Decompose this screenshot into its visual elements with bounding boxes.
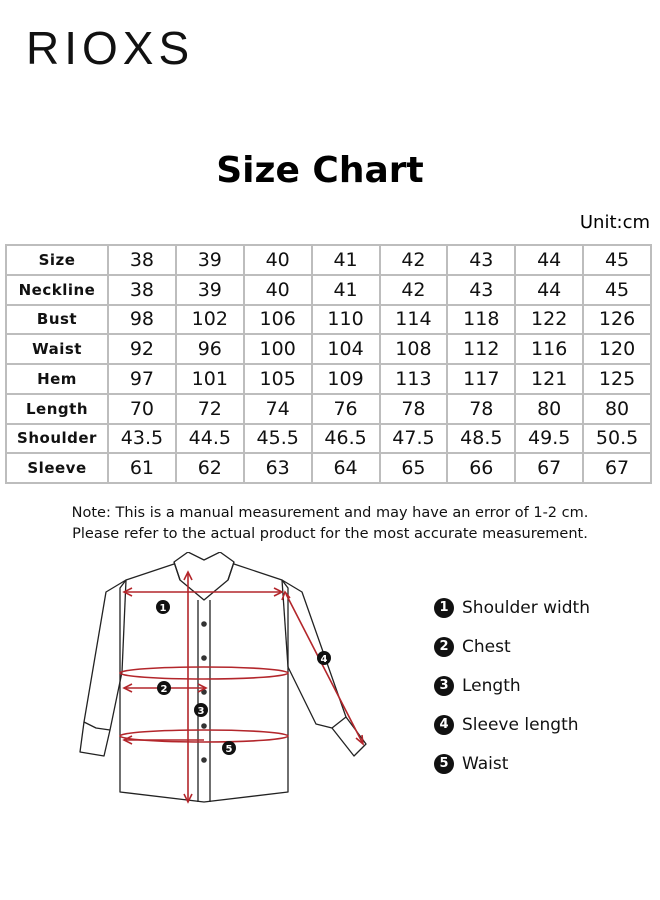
table-cell: 104	[312, 334, 380, 364]
chest-line	[120, 667, 288, 679]
table-cell: 78	[380, 394, 448, 424]
table-cell: 39	[176, 275, 244, 305]
table-cell: 96	[176, 334, 244, 364]
legend-item-length	[434, 666, 590, 705]
row-header: Bust	[6, 305, 108, 335]
legend-item-waist	[434, 744, 590, 783]
shirt-outline	[80, 552, 366, 802]
table-cell: 47.5	[380, 424, 448, 454]
table-cell: 102	[176, 305, 244, 335]
table-cell: 49.5	[515, 424, 583, 454]
table-cell: 61	[108, 453, 176, 483]
table-cell: 40	[244, 245, 312, 275]
svg-text:2: 2	[160, 684, 168, 695]
table-cell: 76	[312, 394, 380, 424]
marker-1	[156, 600, 170, 614]
table-cell: 44.5	[176, 424, 244, 454]
shirt-diagram	[76, 552, 376, 812]
marker-2	[157, 681, 171, 695]
table-cell: 50.5	[583, 424, 651, 454]
table-cell: 97	[108, 364, 176, 394]
legend-item-sleeve	[434, 705, 590, 744]
table-cell: 101	[176, 364, 244, 394]
page-title: Size Chart	[216, 150, 424, 191]
table-row	[6, 275, 651, 305]
measurement-note	[0, 503, 660, 545]
legend-item-shoulder	[434, 588, 590, 627]
table-cell: 62	[176, 453, 244, 483]
table-row	[6, 305, 651, 335]
table-cell: 67	[515, 453, 583, 483]
table-row	[6, 364, 651, 394]
legend-number-1: 1	[434, 598, 454, 618]
table-cell: 78	[447, 394, 515, 424]
table-cell: 45	[583, 275, 651, 305]
table-cell: 105	[244, 364, 312, 394]
table-row	[6, 424, 651, 454]
size-table	[5, 244, 652, 484]
table-cell: 43	[447, 275, 515, 305]
legend-number-5: 5	[434, 754, 454, 774]
row-header: Shoulder	[6, 424, 108, 454]
table-cell: 41	[312, 275, 380, 305]
row-header: Size	[6, 245, 108, 275]
table-row	[6, 394, 651, 424]
table-cell: 44	[515, 275, 583, 305]
table-cell: 121	[515, 364, 583, 394]
table-cell: 66	[447, 453, 515, 483]
table-cell: 42	[380, 275, 448, 305]
table-cell: 110	[312, 305, 380, 335]
table-cell: 126	[583, 305, 651, 335]
table-cell: 100	[244, 334, 312, 364]
table-cell: 45.5	[244, 424, 312, 454]
table-cell: 41	[312, 245, 380, 275]
table-cell: 43.5	[108, 424, 176, 454]
table-cell: 70	[108, 394, 176, 424]
legend-label: Length	[462, 675, 521, 696]
table-cell: 122	[515, 305, 583, 335]
brand-logo: RIOXS	[26, 22, 195, 74]
note-line-2: Please refer to the actual product for the most accurate measurement.	[72, 526, 588, 542]
table-cell: 112	[447, 334, 515, 364]
svg-text:5: 5	[225, 744, 233, 755]
svg-text:3: 3	[197, 706, 205, 717]
table-cell: 42	[380, 245, 448, 275]
table-cell: 80	[583, 394, 651, 424]
table-row	[6, 334, 651, 364]
legend-label: Waist	[462, 753, 509, 774]
table-cell: 74	[244, 394, 312, 424]
table-cell: 106	[244, 305, 312, 335]
svg-text:4: 4	[320, 654, 328, 665]
table-cell: 72	[176, 394, 244, 424]
row-header: Length	[6, 394, 108, 424]
table-cell: 109	[312, 364, 380, 394]
table-row	[6, 245, 651, 275]
table-cell: 116	[515, 334, 583, 364]
row-header: Waist	[6, 334, 108, 364]
marker-4	[317, 651, 331, 665]
table-cell: 48.5	[447, 424, 515, 454]
table-cell: 39	[176, 245, 244, 275]
marker-3	[194, 703, 208, 717]
table-cell: 125	[583, 364, 651, 394]
diagram-markers	[156, 600, 331, 755]
marker-5	[222, 741, 236, 755]
legend-item-chest	[434, 627, 590, 666]
table-cell: 44	[515, 245, 583, 275]
table-cell: 38	[108, 245, 176, 275]
table-cell: 92	[108, 334, 176, 364]
sleeve-line	[286, 594, 362, 742]
table-row	[6, 453, 651, 483]
table-cell: 64	[312, 453, 380, 483]
legend-label: Sleeve length	[462, 714, 579, 735]
table-cell: 45	[583, 245, 651, 275]
table-cell: 65	[380, 453, 448, 483]
table-cell: 63	[244, 453, 312, 483]
legend-number-3: 3	[434, 676, 454, 696]
table-cell: 120	[583, 334, 651, 364]
legend-number-4: 4	[434, 715, 454, 735]
table-cell: 80	[515, 394, 583, 424]
table-cell: 113	[380, 364, 448, 394]
table-cell: 67	[583, 453, 651, 483]
table-cell: 114	[380, 305, 448, 335]
legend-label: Chest	[462, 636, 511, 657]
row-header: Neckline	[6, 275, 108, 305]
table-cell: 43	[447, 245, 515, 275]
legend-number-2: 2	[434, 637, 454, 657]
note-line-1: Note: This is a manual measurement and may have an error of 1-2 cm.	[71, 505, 589, 521]
table-cell: 98	[108, 305, 176, 335]
table-cell: 38	[108, 275, 176, 305]
row-header: Sleeve	[6, 453, 108, 483]
row-header: Hem	[6, 364, 108, 394]
table-cell: 40	[244, 275, 312, 305]
table-cell: 118	[447, 305, 515, 335]
table-cell: 108	[380, 334, 448, 364]
svg-text:1: 1	[159, 603, 167, 614]
legend-label: Shoulder width	[462, 597, 590, 618]
unit-label: Unit:cm	[579, 212, 650, 233]
table-cell: 46.5	[312, 424, 380, 454]
table-cell: 117	[447, 364, 515, 394]
measurement-legend	[434, 588, 590, 783]
